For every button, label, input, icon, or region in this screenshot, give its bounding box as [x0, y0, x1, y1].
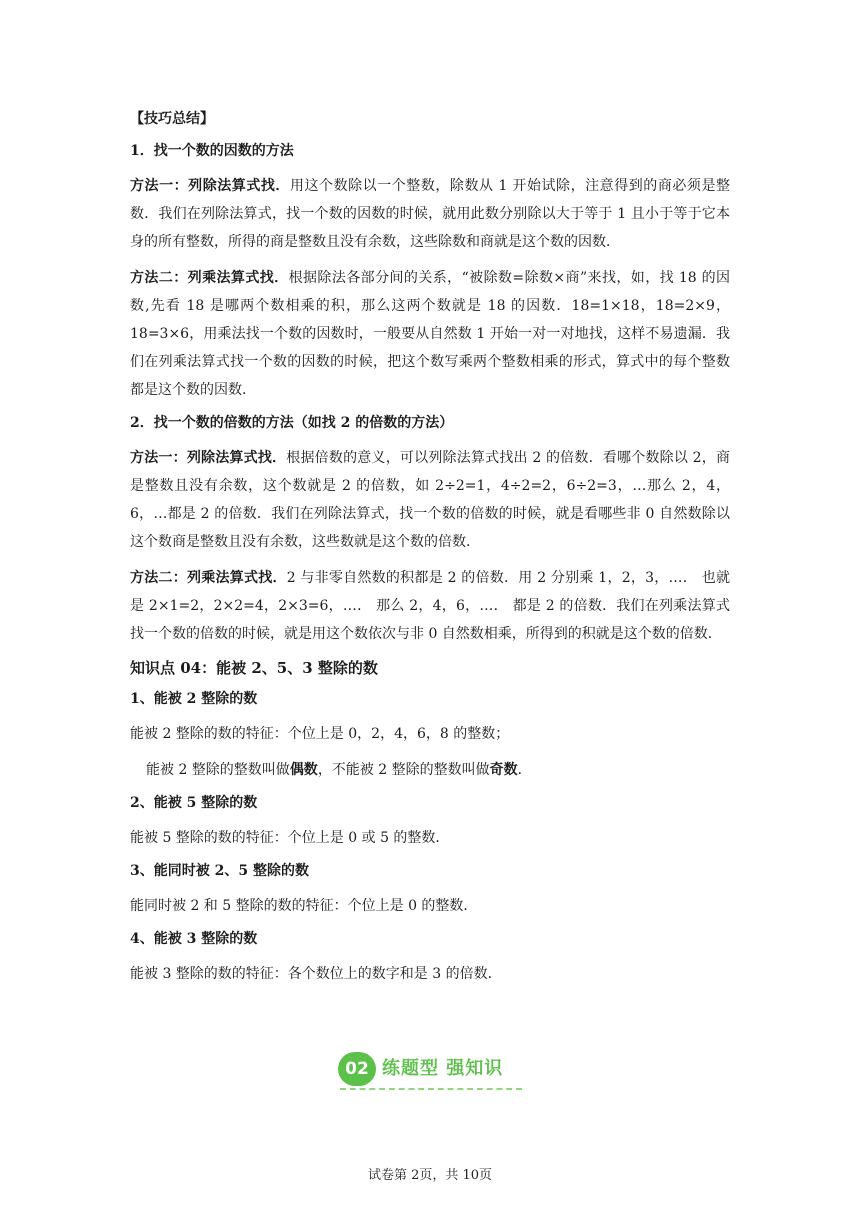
k3-title: 3、能同时被 2、5 整除的数 [130, 863, 309, 879]
k2-text: 能被 5 整除的数的特征：个位上是 0 或 5 的整数． [130, 830, 450, 846]
odd-term: 奇数 [489, 762, 518, 778]
section-2-method-1 [130, 444, 730, 556]
method-text: 用这个数除以一个整数，除数从 1 开始试除，注意得到的商必须是整数．我们在列除法算式，找一个数的因数的时候，就用此数分别除以大于等于 1 且小于等于它本身的所有整数，所得的商是整数且没有余数，这些除数和商就是这个数的因数． [130, 178, 730, 250]
section-2-title: 2．找一个数的倍数的方法（如找 2 的倍数的方法） [130, 415, 454, 431]
banner-dashed-underline [340, 1088, 522, 1090]
method-text: 2 与非零自然数的积都是 2 的倍数．用 2 分别乘 1，2，3，…． 也就是 2×1=2，2×2=4，2×3=6，…． 那么 2，4，6，…． 都是 2 的倍数．我们在列乘法算式找一个数的倍数的时候，就是用这个数依次与非 0 自然数相乘，所得到的积就是这个数的倍数． [130, 570, 731, 642]
k1-text: 能被 2 整除的数的特征：个位上是 0，2，4，6，8 的整数； [130, 726, 510, 742]
summary-heading: 【技巧总结】 [130, 111, 214, 127]
document-body [130, 108, 730, 996]
method-label: 方法二：列乘法算式找． [130, 570, 287, 586]
banner-number-badge: 02 [338, 1052, 376, 1086]
even-term: 偶数 [289, 762, 318, 778]
section-2-method-2 [130, 564, 730, 648]
method-label: 方法二：列乘法算式找． [130, 270, 289, 286]
method-label: 方法一：列除法算式找． [130, 450, 287, 466]
section-1-method-2 [130, 264, 730, 404]
knowledge-title: 知识点 04：能被 2、5、3 整除的数 [130, 659, 378, 677]
page-footer: 试卷第 2页，共 10页 [367, 1168, 493, 1183]
section-1-title: 1．找一个数的因数的方法 [130, 143, 294, 159]
k1-definition: 能被 2 整除的整数叫做偶数，不能被 2 整除的整数叫做奇数． [146, 762, 532, 778]
method-label: 方法一：列除法算式找． [130, 178, 290, 194]
banner-text: 练题型 强知识 [382, 1058, 504, 1079]
method-text: 根据除法各部分间的关系，“被除数=除数×商”来找，如，找 18 的因数,先看 18 是哪两个数相乘的积，那么这两个数就是 18 的因数．18=1×18，18=2×9，18=3×6，用乘法找一个数的因数时，一般要从自然数 1 开始一对一对地找，这样不易遗漏．我们在列乘法算式找一个数的因数的时候，把这个数写乘两个整数相乘的形式，算式中的每个整数都是这个数的因数． [130, 270, 730, 398]
k4-title: 4、能被 3 整除的数 [130, 931, 258, 947]
practice-banner [338, 1050, 528, 1094]
section-1-method-1 [130, 172, 730, 256]
k1-title: 1、能被 2 整除的数 [130, 691, 258, 707]
k2-title: 2、能被 5 整除的数 [130, 795, 258, 811]
k3-text: 能同时被 2 和 5 整除的数的特征：个位上是 0 的整数． [130, 898, 478, 914]
method-text: 根据倍数的意义，可以列除法算式找出 2 的倍数．看哪个数除以 2，商是整数且没有余数，这个数就是 2 的倍数，如 2÷2=1，4÷2=2，6÷2=3，…那么 2，4，6，…都是 2 的倍数．我们在列除法算式，找一个数的倍数的时候，就是看哪些非 0 自然数除以这个数商是整数且没有余数，这些数就是这个数的倍数． [130, 450, 730, 550]
k4-text: 能被 3 整除的数的特征：各个数位上的数字和是 3 的倍数． [130, 966, 502, 982]
